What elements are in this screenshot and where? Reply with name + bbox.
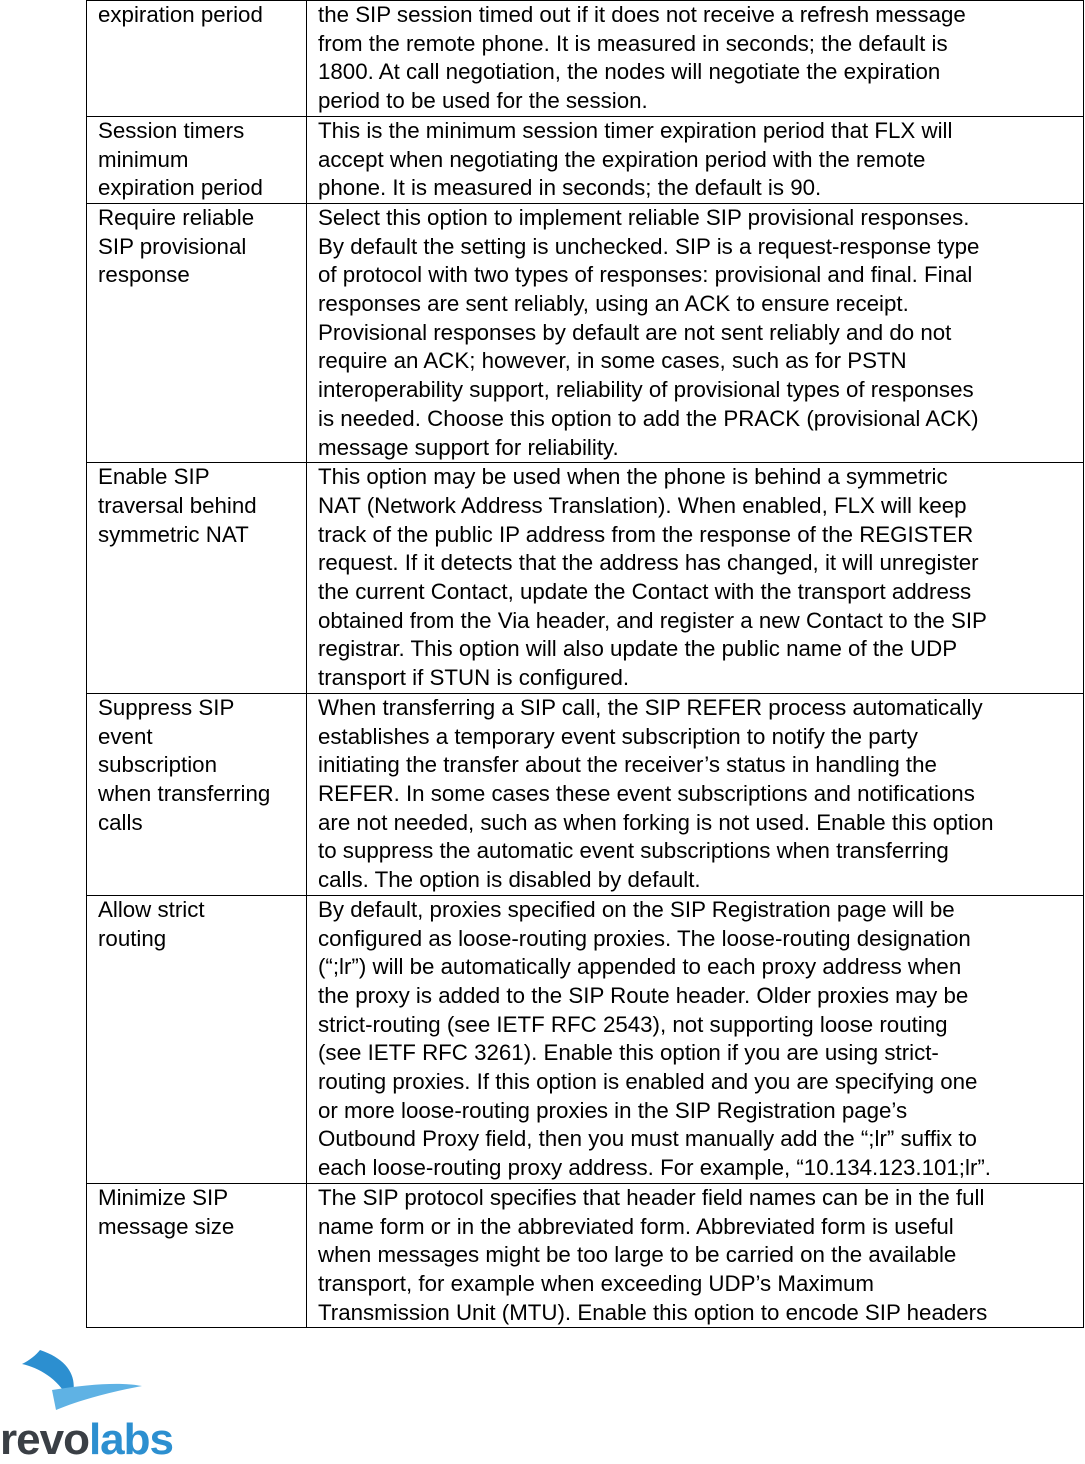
- setting-description: This is the minimum session timer expiration period that FLX will accept when negotiating the expiration period with the remote phone. It is measured in seconds; the default is 90.: [307, 116, 1084, 203]
- setting-name: Suppress SIP event subscription when transferring calls: [87, 693, 307, 895]
- setting-description: This option may be used when the phone is behind a symmetric NAT (Network Address Translation). When enabled, FLX will keep track of the public IP address from the response of the REGISTER request. If it detects that the address has changed, it will unregister the current Contact, update the Contact with the transport address obtained from the Via header, and register a new Contact to the SIP registrar. This option will also update the public name of the UDP transport if STUN is configured.: [307, 463, 1084, 694]
- table-row: [87, 1183, 1084, 1328]
- table-row: [87, 895, 1084, 1183]
- setting-name: Enable SIP traversal behind symmetric NAT: [87, 463, 307, 694]
- setting-name: Minimize SIP message size: [87, 1183, 307, 1328]
- table-row: [87, 463, 1084, 694]
- setting-name: expiration period: [87, 1, 307, 117]
- logo-text-revo: revo: [0, 1415, 89, 1464]
- settings-description-table: [86, 0, 1084, 1328]
- setting-description: The SIP protocol specifies that header field names can be in the full name form or in the abbreviated form. Abbreviated form is useful when messages might be too large to be carried on the available transport, for example when exceeding UDP’s Maximum Transmission Unit (MTU). Enable this option to encode SIP headers: [307, 1183, 1084, 1328]
- setting-description: By default, proxies specified on the SIP Registration page will be configured as loose-routing proxies. The loose-routing designation (“;lr”) will be automatically appended to each proxy address when the proxy is added to the SIP Route header. Older proxies may be strict-routing (see IETF RFC 2543), not supporting loose routing (see IETF RFC 3261). Enable this option if you are using strict- routing proxies. If this option is enabled and you are specifying one or more loose-routing proxies in the SIP Registration page’s Outbound Proxy field, then you must manually add the “;lr” suffix to each loose-routing proxy address. For example, “10.134.123.101;lr”.: [307, 895, 1084, 1183]
- table-row: [87, 116, 1084, 203]
- table-row: [87, 1, 1084, 117]
- table-row: [87, 203, 1084, 462]
- logo-text-labs: labs: [88, 1415, 173, 1464]
- setting-name: Session timers minimum expiration period: [87, 116, 307, 203]
- setting-name: Allow strict routing: [87, 895, 307, 1183]
- table-row: [87, 693, 1084, 895]
- setting-description: the SIP session timed out if it does not receive a refresh message from the remote phone. It is measured in seconds; the default is 1800. At call negotiation, the nodes will negotiate the expiration period to be used for the session.: [307, 1, 1084, 117]
- setting-description: When transferring a SIP call, the SIP REFER process automatically establishes a temporary event subscription to notify the party initiating the transfer about the receiver’s status in handling the REFER. In some cases these event subscriptions and notifications are not needed, such as when forking is not used. Enable this option to suppress the automatic event subscriptions when transferring calls. The option is disabled by default.: [307, 693, 1084, 895]
- revolabs-logo: [0, 1415, 173, 1464]
- setting-description: Select this option to implement reliable SIP provisional responses. By default the setting is unchecked. SIP is a request-response type of protocol with two types of responses: provisional and final. Final responses are sent reliably, using an ACK to ensure receipt. Provisional responses by default are not sent reliably and do not require an ACK; however, in some cases, such as for PSTN interoperability support, reliability of provisional types of responses is needed. Choose this option to add the PRACK (provisional ACK) message support for reliability.: [307, 203, 1084, 462]
- setting-name: Require reliable SIP provisional response: [87, 203, 307, 462]
